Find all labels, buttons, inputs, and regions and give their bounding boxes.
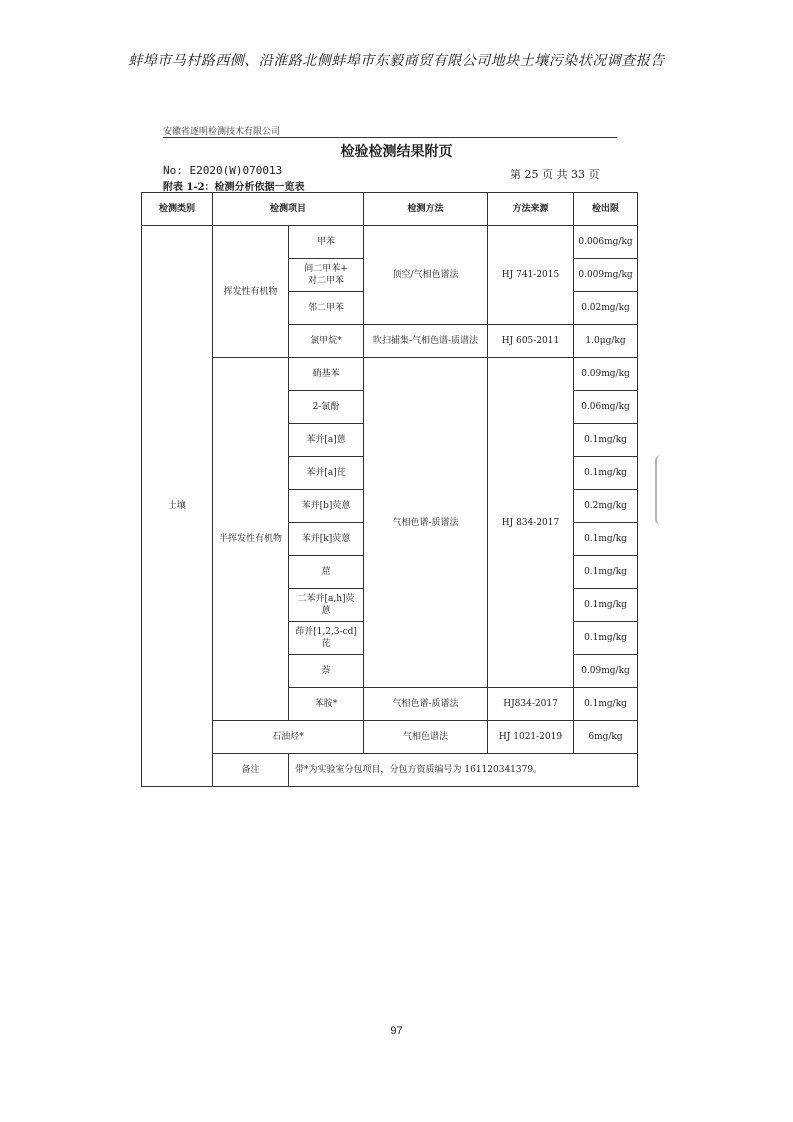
report-number: No: E2020(W)070013 <box>163 164 283 177</box>
limit-cell: 6mg/kg <box>574 721 638 754</box>
item-name: 苯并[a]芘 <box>289 457 364 490</box>
item-name: 氯甲烷* <box>289 325 364 358</box>
col-item: 检测项目 <box>213 193 364 226</box>
item-name: 苯并[k]荧蒽 <box>289 523 364 556</box>
method-cell: 气相色谱法 <box>364 721 488 754</box>
limit-cell: 0.1mg/kg <box>574 457 638 490</box>
remarks-row <box>142 754 638 787</box>
limit-cell: 1.0μg/kg <box>574 325 638 358</box>
limit-cell: 0.1mg/kg <box>574 589 638 622</box>
col-method: 检测方法 <box>364 193 488 226</box>
limit-cell: 0.009mg/kg <box>574 259 638 292</box>
category-cell: 土壤 <box>142 226 213 787</box>
limit-cell: 0.006mg/kg <box>574 226 638 259</box>
source-cell: HJ 834-2017 <box>488 358 574 688</box>
table-subtitle: 附表 1-2：检测分析依据一览表 <box>163 182 305 193</box>
source-cell: HJ 605-2011 <box>488 325 574 358</box>
scan-artifact <box>655 455 665 525</box>
limit-cell: 0.1mg/kg <box>574 424 638 457</box>
item-name: 二苯并[a,h]荧 蒽 <box>289 589 364 622</box>
item-name: 邻二甲苯 <box>289 292 364 325</box>
source-cell: HJ 1021-2019 <box>488 721 574 754</box>
item-name: 䓛 <box>289 556 364 589</box>
limit-cell: 0.1mg/kg <box>574 523 638 556</box>
method-cell: 气相色谱-质谱法 <box>364 358 488 688</box>
limit-cell: 0.09mg/kg <box>574 655 638 688</box>
item-name: 硝基苯 <box>289 358 364 391</box>
col-source: 方法来源 <box>488 193 574 226</box>
limit-cell: 0.1mg/kg <box>574 556 638 589</box>
limit-cell: 0.09mg/kg <box>574 358 638 391</box>
item-name: 茚并[1,2,3-cd] 芘 <box>289 622 364 655</box>
remarks-label: 备注 <box>213 754 289 787</box>
remarks-text: 带*为实验室分包项目，分包方资质编号为 161120341379。 <box>289 754 638 787</box>
col-category: 检测类别 <box>142 193 213 226</box>
detection-table <box>141 192 638 787</box>
item-name: 苯胺* <box>289 688 364 721</box>
table-row <box>142 226 638 259</box>
item-name: 苯并[a]蒽 <box>289 424 364 457</box>
item-name: 间二甲苯+ 对二甲苯 <box>289 259 364 292</box>
limit-cell: 0.06mg/kg <box>574 391 638 424</box>
group-vocs: 挥发性有机物 <box>213 226 289 358</box>
table-row <box>142 721 638 754</box>
limit-cell: 0.1mg/kg <box>574 688 638 721</box>
item-name: 甲苯 <box>289 226 364 259</box>
method-cell: 气相色谱-质谱法 <box>364 688 488 721</box>
page-title: 检验检测结果附页 <box>340 144 453 160</box>
table-row <box>142 358 638 391</box>
col-limit: 检出限 <box>574 193 638 226</box>
item-name: 苯并[b]荧蒽 <box>289 490 364 523</box>
item-name: 萘 <box>289 655 364 688</box>
source-cell: HJ834-2017 <box>488 688 574 721</box>
method-cell: 顶空/气相色谱法 <box>364 226 488 325</box>
page-count: 第 25 页 共 33 页 <box>510 168 600 181</box>
header-divider <box>163 137 617 138</box>
group-petroleum: 石油烃* <box>213 721 364 754</box>
limit-cell: 0.1mg/kg <box>574 622 638 655</box>
limit-cell: 0.2mg/kg <box>574 490 638 523</box>
source-cell: HJ 741-2015 <box>488 226 574 325</box>
company-name: 安徽省逐明检测技术有限公司 <box>163 127 281 137</box>
page-number: 97 <box>390 1025 403 1037</box>
report-header: 蚌埠市马村路西侧、沿淮路北侧蚌埠市东毅商贸有限公司地块土壤污染状况调查报告 <box>128 53 665 69</box>
group-svocs: 半挥发性有机物 <box>213 358 289 721</box>
table-header-row <box>142 193 638 226</box>
method-cell: 吹扫捕集-气相色谱-质谱法 <box>364 325 488 358</box>
item-name: 2-氯酚 <box>289 391 364 424</box>
limit-cell: 0.02mg/kg <box>574 292 638 325</box>
